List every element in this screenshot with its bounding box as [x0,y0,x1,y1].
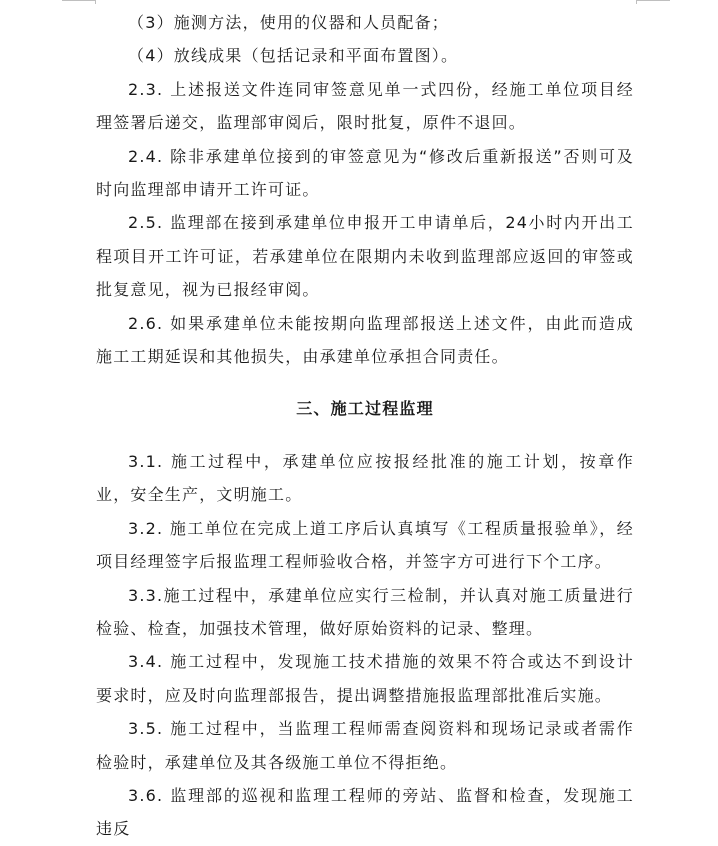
crop-mark-top-left-v [95,0,96,4]
paragraph: 3.1. 施工过程中，承建单位应按报经批准的施工计划，按章作业，安全生产，文明施工。 [96,451,634,505]
paragraph: 2.4. 除非承建单位接到的审签意见为“修改后重新报送”否则可及时向监理部申请开工许可证。 [96,146,634,200]
crop-mark-top-left-h [62,0,96,1]
crop-mark-top-right-h [636,0,670,1]
paragraph: 3.2. 施工单位在完成上道工序后认真填写《工程质量报验单》，经项目经理签字后报监理工程师验收合格，并签字方可进行下个工序。 [96,518,634,572]
paragraph: 3.3.施工过程中，承建单位应实行三检制，并认真对施工质量进行检验、检查，加强技术管理，做好原始资料的记录、整理。 [96,585,634,638]
crop-mark-top-right-v [636,0,637,4]
paragraph: 2.3. 上述报送文件连同审签意见单一式四份，经施工单位项目经理签署后递交，监理部审阅后，限时批复，原件不退回。 [96,79,634,133]
paragraph: 3.5. 施工过程中，当监理工程师需查阅资料和现场记录或者需作检验时，承建单位及其各级施工单位不得拒绝。 [96,719,634,772]
document-body [96,6,634,846]
paragraph: 3.6. 监理部的巡视和监理工程师的旁站、监督和检查，发现施工违反 [96,785,634,839]
paragraph: 2.5. 监理部在接到承建单位申报开工申请单后，24小时内开出工程项目开工许可证，若承建单位在限期内未收到监理部应返回的审签或批复意见，视为已报经审阅。 [96,213,634,300]
list-item: （4）放线成果（包括记录和平面布置图）。 [128,46,459,66]
paragraph: 2.6. 如果承建单位未能按期向监理部报送上述文件，由此而造成施工工期延误和其他损失，由承建单位承担合同责任。 [96,313,634,367]
section-heading: 三、施工过程监理 [296,399,434,419]
paragraph: 3.4. 施工过程中，发现施工技术措施的效果不符合或达不到设计要求时，应及时向监理部报告，提出调整措施报监理部批准后实施。 [96,652,634,705]
list-item: （3）施测方法，使用的仪器和人员配备； [128,13,449,32]
